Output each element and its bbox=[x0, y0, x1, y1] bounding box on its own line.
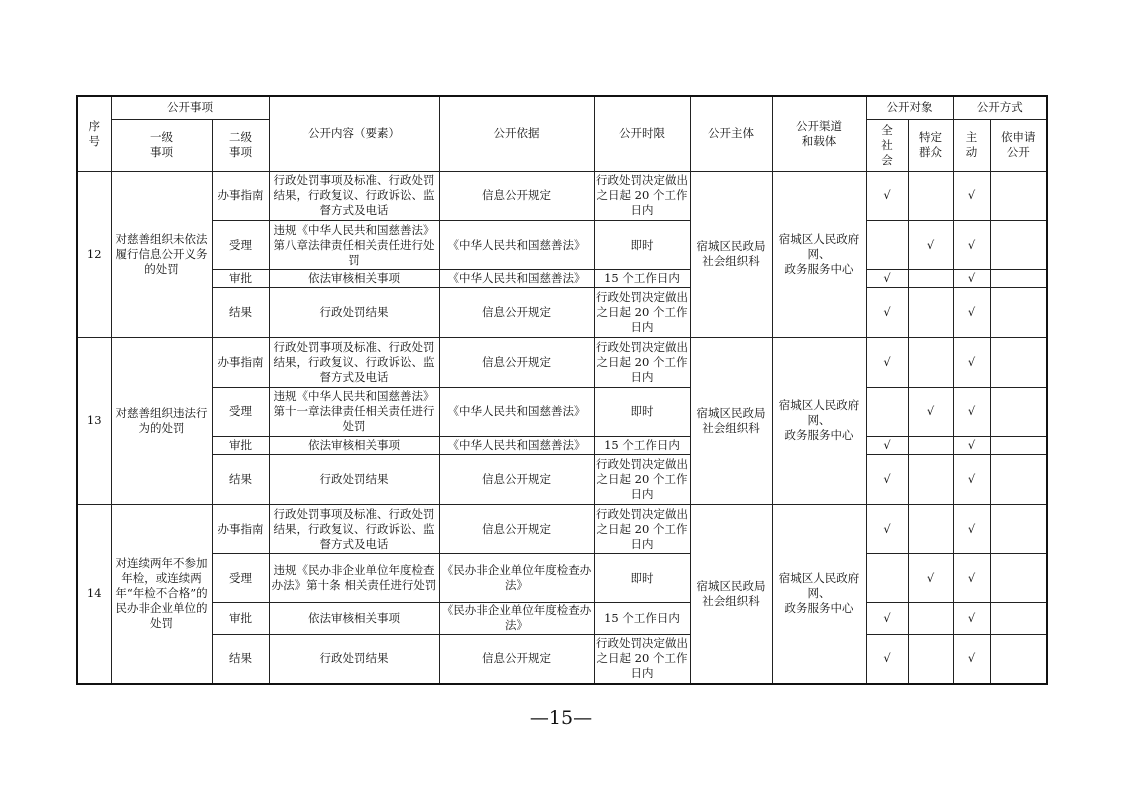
check-request bbox=[990, 221, 1047, 270]
check-request bbox=[990, 270, 1047, 288]
check-specific: √ bbox=[908, 387, 953, 436]
check-specific bbox=[908, 338, 953, 388]
check-request bbox=[990, 171, 1047, 221]
deadline-cell: 行政处罚决定做出之日起 20 个工作日内 bbox=[594, 338, 690, 388]
table-row bbox=[77, 603, 1047, 634]
content-cell: 行政处罚结果 bbox=[269, 454, 439, 504]
level2-cell: 受理 bbox=[212, 387, 269, 436]
subject-cell: 宿城区民政局 社会组织科 bbox=[690, 504, 772, 684]
table-row bbox=[77, 634, 1047, 684]
check-all: √ bbox=[866, 270, 908, 288]
level1-cell: 对慈善组织未依法履行信息公开义务的处罚 bbox=[111, 171, 212, 338]
check-specific bbox=[908, 603, 953, 634]
deadline-cell: 即时 bbox=[594, 221, 690, 270]
check-active: √ bbox=[953, 454, 990, 504]
check-specific bbox=[908, 171, 953, 221]
channel-cell: 宿城区人民政府网、 政务服务中心 bbox=[772, 171, 866, 338]
header-level2: 二级 事项 bbox=[212, 119, 269, 171]
header-method-active: 主 动 bbox=[953, 119, 990, 171]
check-active: √ bbox=[953, 634, 990, 684]
check-all bbox=[866, 221, 908, 270]
header-basis: 公开依据 bbox=[439, 96, 594, 171]
check-active: √ bbox=[953, 270, 990, 288]
level1-cell: 对慈善组织违法行为的处罚 bbox=[111, 338, 212, 505]
table-row bbox=[77, 436, 1047, 454]
seq-cell: 12 bbox=[77, 171, 111, 338]
header-subject: 公开主体 bbox=[690, 96, 772, 171]
table-row bbox=[77, 288, 1047, 338]
content-cell: 违规《民办非企业单位年度检查办法》第十条 相关责任进行处罚 bbox=[269, 554, 439, 603]
check-request bbox=[990, 504, 1047, 554]
header-target-group: 公开对象 bbox=[866, 96, 953, 119]
basis-cell: 信息公开规定 bbox=[439, 288, 594, 338]
deadline-cell: 即时 bbox=[594, 387, 690, 436]
deadline-cell: 行政处罚决定做出之日起 20 个工作日内 bbox=[594, 634, 690, 684]
level2-cell: 结果 bbox=[212, 288, 269, 338]
header-deadline: 公开时限 bbox=[594, 96, 690, 171]
basis-cell: 《中华人民共和国慈善法》 bbox=[439, 221, 594, 270]
check-active: √ bbox=[953, 288, 990, 338]
content-cell: 行政处罚事项及标准、行政处罚结果，行政复议、行政诉讼、监督方式及电话 bbox=[269, 504, 439, 554]
content-cell: 行政处罚事项及标准、行政处罚结果，行政复议、行政诉讼、监督方式及电话 bbox=[269, 338, 439, 388]
level2-cell: 审批 bbox=[212, 436, 269, 454]
seq-cell: 13 bbox=[77, 338, 111, 505]
check-all bbox=[866, 387, 908, 436]
check-specific: √ bbox=[908, 554, 953, 603]
deadline-cell: 行政处罚决定做出之日起 20 个工作日内 bbox=[594, 454, 690, 504]
basis-cell: 信息公开规定 bbox=[439, 454, 594, 504]
level2-cell: 办事指南 bbox=[212, 504, 269, 554]
level2-cell: 办事指南 bbox=[212, 338, 269, 388]
check-all: √ bbox=[866, 504, 908, 554]
basis-cell: 《民办非企业单位年度检查办法》 bbox=[439, 554, 594, 603]
deadline-cell: 15 个工作日内 bbox=[594, 603, 690, 634]
level2-cell: 审批 bbox=[212, 603, 269, 634]
check-active: √ bbox=[953, 603, 990, 634]
basis-cell: 信息公开规定 bbox=[439, 504, 594, 554]
check-specific bbox=[908, 504, 953, 554]
check-all: √ bbox=[866, 634, 908, 684]
deadline-cell: 15 个工作日内 bbox=[594, 270, 690, 288]
check-request bbox=[990, 436, 1047, 454]
header-content: 公开内容（要素） bbox=[269, 96, 439, 171]
level2-cell: 受理 bbox=[212, 221, 269, 270]
level2-cell: 受理 bbox=[212, 554, 269, 603]
basis-cell: 信息公开规定 bbox=[439, 171, 594, 221]
table-row bbox=[77, 387, 1047, 436]
content-cell: 依法审核相关事项 bbox=[269, 270, 439, 288]
check-request bbox=[990, 554, 1047, 603]
header-level1: 一级 事项 bbox=[111, 119, 212, 171]
header-channel: 公开渠道 和载体 bbox=[772, 96, 866, 171]
seq-cell: 14 bbox=[77, 504, 111, 684]
table-row bbox=[77, 171, 1047, 221]
check-active: √ bbox=[953, 554, 990, 603]
content-cell: 违规《中华人民共和国慈善法》第八章法律责任相关责任进行处罚 bbox=[269, 221, 439, 270]
level2-cell: 办事指南 bbox=[212, 171, 269, 221]
level2-cell: 结果 bbox=[212, 454, 269, 504]
check-specific bbox=[908, 634, 953, 684]
header-method-request: 依申请 公开 bbox=[990, 119, 1047, 171]
basis-cell: 《中华人民共和国慈善法》 bbox=[439, 436, 594, 454]
table-row bbox=[77, 454, 1047, 504]
check-all: √ bbox=[866, 171, 908, 221]
check-specific bbox=[908, 436, 953, 454]
content-cell: 行政处罚结果 bbox=[269, 288, 439, 338]
disclosure-table bbox=[76, 95, 1048, 685]
check-request bbox=[990, 387, 1047, 436]
subject-cell: 宿城区民政局 社会组织科 bbox=[690, 171, 772, 338]
level2-cell: 审批 bbox=[212, 270, 269, 288]
content-cell: 依法审核相关事项 bbox=[269, 436, 439, 454]
table-row bbox=[77, 221, 1047, 270]
content-cell: 行政处罚结果 bbox=[269, 634, 439, 684]
check-specific bbox=[908, 454, 953, 504]
check-all: √ bbox=[866, 288, 908, 338]
channel-cell: 宿城区人民政府网、 政务服务中心 bbox=[772, 504, 866, 684]
check-all: √ bbox=[866, 338, 908, 388]
check-active: √ bbox=[953, 504, 990, 554]
deadline-cell: 即时 bbox=[594, 554, 690, 603]
level1-cell: 对连续两年不参加年检，或连续两年“年检不合格”的民办非企业单位的处罚 bbox=[111, 504, 212, 684]
deadline-cell: 行政处罚决定做出之日起 20 个工作日内 bbox=[594, 288, 690, 338]
check-all: √ bbox=[866, 603, 908, 634]
deadline-cell: 行政处罚决定做出之日起 20 个工作日内 bbox=[594, 504, 690, 554]
level2-cell: 结果 bbox=[212, 634, 269, 684]
check-specific bbox=[908, 270, 953, 288]
check-active: √ bbox=[953, 436, 990, 454]
deadline-cell: 15 个工作日内 bbox=[594, 436, 690, 454]
header-items-group: 公开事项 bbox=[111, 96, 269, 119]
channel-cell: 宿城区人民政府网、 政务服务中心 bbox=[772, 338, 866, 505]
header-target-specific: 特定 群众 bbox=[908, 119, 953, 171]
header-target-all: 全 社 会 bbox=[866, 119, 908, 171]
page-number: —15— bbox=[529, 707, 593, 729]
check-all: √ bbox=[866, 436, 908, 454]
check-specific bbox=[908, 288, 953, 338]
basis-cell: 《中华人民共和国慈善法》 bbox=[439, 270, 594, 288]
check-request bbox=[990, 338, 1047, 388]
check-request bbox=[990, 454, 1047, 504]
header-method-group: 公开方式 bbox=[953, 96, 1047, 119]
content-cell: 违规《中华人民共和国慈善法》第十一章法律责任相关责任进行处罚 bbox=[269, 387, 439, 436]
content-cell: 行政处罚事项及标准、行政处罚结果，行政复议、行政诉讼、监督方式及电话 bbox=[269, 171, 439, 221]
check-specific: √ bbox=[908, 221, 953, 270]
check-all bbox=[866, 554, 908, 603]
subject-cell: 宿城区民政局 社会组织科 bbox=[690, 338, 772, 505]
table-row bbox=[77, 504, 1047, 554]
header-seq: 序 号 bbox=[77, 96, 111, 171]
check-all: √ bbox=[866, 454, 908, 504]
check-request bbox=[990, 603, 1047, 634]
basis-cell: 信息公开规定 bbox=[439, 338, 594, 388]
check-request bbox=[990, 634, 1047, 684]
basis-cell: 《中华人民共和国慈善法》 bbox=[439, 387, 594, 436]
check-active: √ bbox=[953, 387, 990, 436]
basis-cell: 《民办非企业单位年度检查办法》 bbox=[439, 603, 594, 634]
table-row bbox=[77, 270, 1047, 288]
check-active: √ bbox=[953, 171, 990, 221]
check-active: √ bbox=[953, 338, 990, 388]
table-row bbox=[77, 338, 1047, 388]
table-row bbox=[77, 554, 1047, 603]
check-active: √ bbox=[953, 221, 990, 270]
basis-cell: 信息公开规定 bbox=[439, 634, 594, 684]
deadline-cell: 行政处罚决定做出之日起 20 个工作日内 bbox=[594, 171, 690, 221]
check-request bbox=[990, 288, 1047, 338]
content-cell: 依法审核相关事项 bbox=[269, 603, 439, 634]
